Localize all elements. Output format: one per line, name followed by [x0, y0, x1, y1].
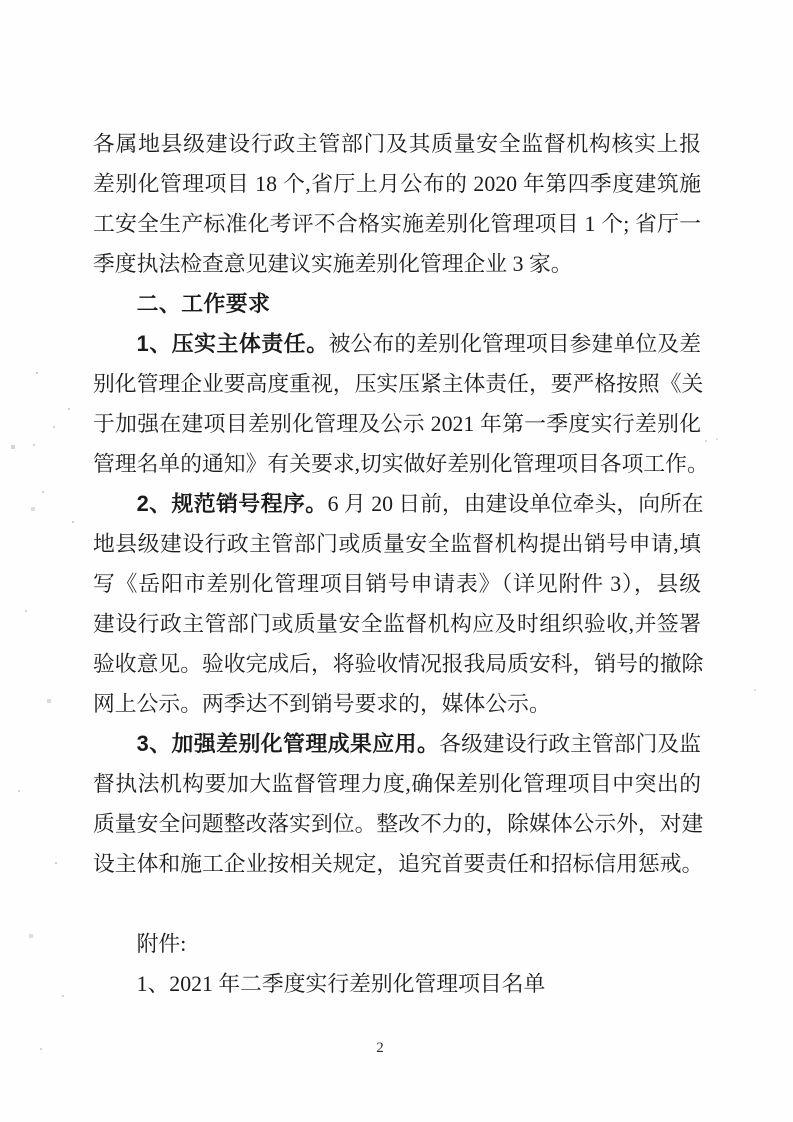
text-line-content: 质量安全问题整改落实到位。整改不力的，除媒体公示外，对建	[93, 812, 704, 836]
text-line-content: 6 月 20 日前，由建设单位牵头，向所在	[327, 492, 704, 516]
text-line-content: 验收意见。验收完成后，将验收情况报我局质安科，销号的撤除	[93, 652, 704, 676]
text-line-content: 各级建设行政主管部门及监	[439, 732, 701, 756]
text-line	[93, 724, 701, 764]
bold-lead-text: 1、压实主体责任。	[136, 331, 329, 356]
text-line-content: 写《岳阳市差别化管理项目销号申请表》（详见附件 3），县级	[93, 572, 701, 596]
text-line	[93, 324, 701, 364]
text-line-content: 季度执法检查意见建议实施差别化管理企业 3 家。	[93, 252, 573, 276]
text-line	[93, 124, 701, 164]
text-line	[93, 564, 701, 604]
document-body	[93, 124, 709, 1004]
section-heading	[93, 284, 701, 324]
text-line	[93, 244, 701, 284]
section-heading-text: 二、工作要求	[136, 291, 271, 316]
text-line-content: 被公布的差别化管理项目参建单位及差	[328, 332, 701, 356]
text-line	[93, 604, 701, 644]
text-line-content: 工安全生产标准化考评不合格实施差别化管理项目 1 个; 省厅一	[93, 212, 701, 236]
text-line-content: 附件:	[136, 932, 187, 956]
text-line-content: 地县级建设行政主管部门或质量安全监督机构提出销号申请,填	[93, 532, 701, 556]
text-line	[93, 364, 704, 404]
text-line-content: 督执法机构要加大监督管理力度,确保差别化管理项目中突出的	[93, 772, 701, 796]
text-line	[93, 764, 701, 804]
text-line-content: 网上公示。两季达不到销号要求的，媒体公示。	[93, 692, 551, 716]
text-line-content: 建设行政主管部门或质量安全监督机构应及时组织验收,并签署	[93, 612, 701, 636]
text-line-content: 各属地县级建设行政主管部门及其质量安全监督机构核实上报	[93, 132, 701, 156]
page-number: 2	[376, 1040, 384, 1056]
text-line-content: 管理名单的通知》有关要求,切实做好差别化管理项目各项工作。	[93, 452, 709, 476]
text-line-content: 1、2021 年二季度实行差别化管理项目名单	[136, 972, 546, 996]
attachment-item	[93, 964, 701, 1004]
text-line	[93, 804, 704, 844]
blank-line	[93, 884, 701, 924]
text-line	[93, 524, 701, 564]
text-line-content: 设主体和施工企业按相关规定，追究首要责任和招标信用惩戒。	[93, 852, 704, 876]
text-line	[93, 444, 709, 484]
text-line	[93, 844, 704, 884]
attachment-label	[93, 924, 701, 964]
bold-lead-text: 2、规范销号程序。	[136, 491, 328, 516]
bold-lead-text: 3、加强差别化管理成果应用。	[136, 731, 440, 756]
text-line-content: 于加强在建项目差别化管理及公示 2021 年第一季度实行差别化	[93, 412, 701, 436]
scan-noise-specks	[0, 0, 2, 2]
text-line-content: 差别化管理项目 18 个,省厅上月公布的 2020 年第四季度建筑施	[93, 172, 701, 196]
text-line	[93, 404, 701, 444]
text-line	[93, 644, 704, 684]
text-line	[93, 204, 701, 244]
text-line	[93, 484, 704, 524]
text-line	[93, 164, 701, 204]
text-line-content: 别化管理企业要高度重视，压实压紧主体责任，要严格按照《关	[93, 372, 704, 396]
text-line	[93, 684, 701, 724]
